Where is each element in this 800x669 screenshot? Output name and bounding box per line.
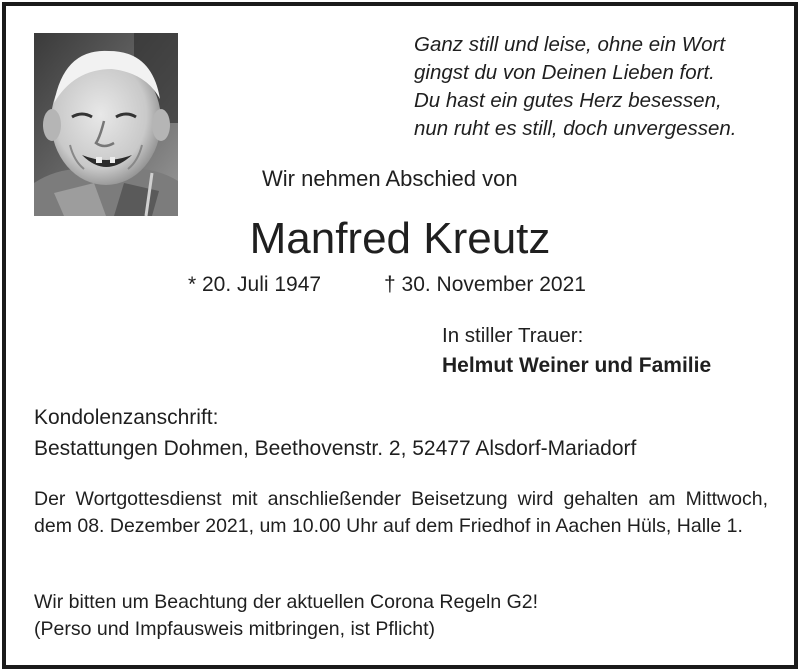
portrait-photo: [34, 33, 178, 216]
obituary-card: [2, 2, 798, 669]
poem-line: Du hast ein gutes Herz besessen,: [414, 89, 722, 112]
service-info: Der Wortgottesdienst mit anschließender Beisetzung wird gehalten am Mittwoch, dem 08. Dezember 2021, um 10.00 Uhr auf dem Friedhof in Aachen Hüls, Halle 1.: [34, 488, 768, 537]
mourners-label: In stiller Trauer:: [442, 324, 584, 347]
farewell-intro: Wir nehmen Abschied von: [262, 166, 518, 191]
poem-line: gingst du von Deinen Lieben fort.: [414, 61, 715, 84]
poem-line: Ganz still und leise, ohne ein Wort: [414, 33, 726, 56]
condolence-address: Bestattungen Dohmen, Beethovenstr. 2, 52477 Alsdorf-Mariadorf: [34, 437, 637, 460]
death-date: † 30. November 2021: [384, 273, 586, 296]
portrait-image: [34, 33, 178, 216]
note-line: Wir bitten um Beachtung der aktuellen Corona Regeln G2!: [34, 591, 539, 613]
deceased-name: Manfred Kreutz: [249, 214, 551, 263]
note-line: (Perso und Impfausweis mitbringen, ist Pflicht): [34, 618, 435, 640]
poem: [414, 31, 784, 143]
condolence-label: Kondolenzanschrift:: [34, 406, 219, 429]
mourners-names: Helmut Weiner und Familie: [442, 354, 712, 377]
corona-note: [34, 589, 768, 643]
birth-date: * 20. Juli 1947: [188, 273, 322, 296]
poem-line: nun ruht es still, doch unvergessen.: [414, 117, 737, 140]
